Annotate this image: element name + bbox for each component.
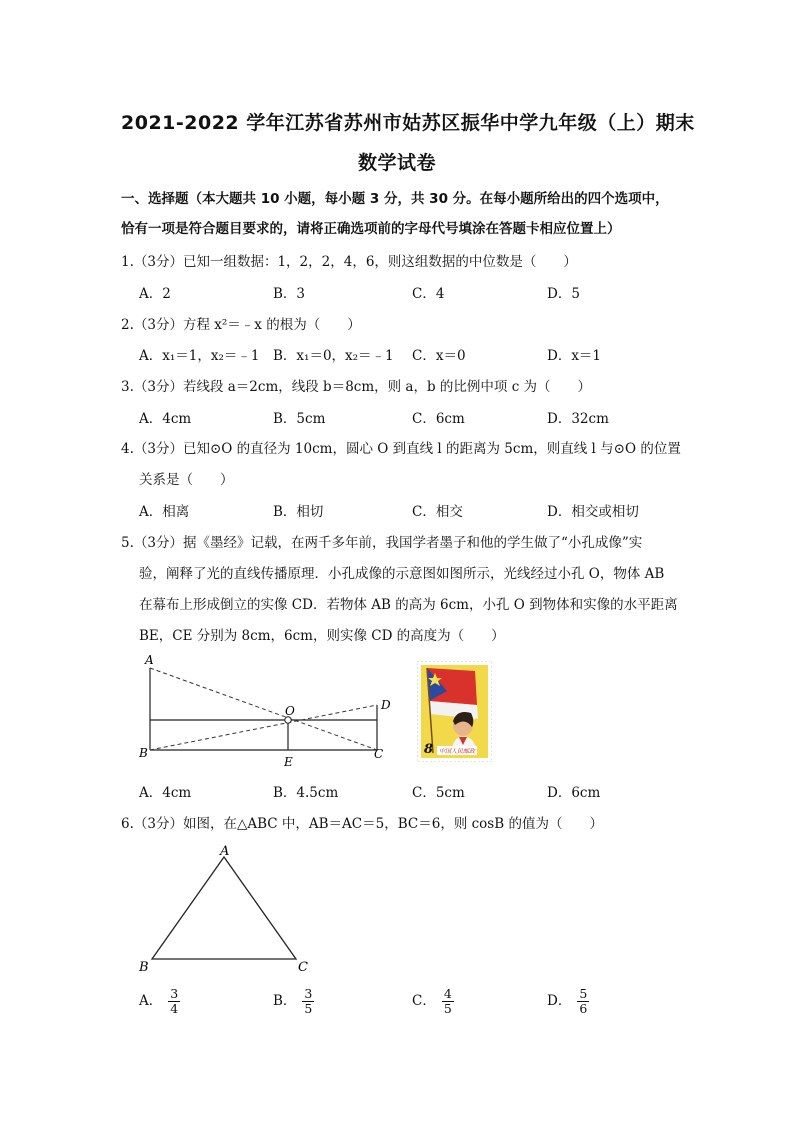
question-1-option-b: B．3 bbox=[273, 286, 306, 302]
option-a-letter: A． bbox=[139, 993, 163, 1009]
question-4-option-d: D．相交或相切 bbox=[547, 504, 639, 520]
question-3-option-a: A．4cm bbox=[139, 411, 192, 427]
question-5-stem-line4: BE，CE 分别为 8cm，6cm，则实像 CD 的高度为（ ） bbox=[139, 628, 505, 644]
option-b-denominator: 5 bbox=[304, 1001, 313, 1016]
question-6-option-d bbox=[547, 987, 589, 1016]
question-2-option-b: B．x₁＝0，x₂＝﹣1 bbox=[273, 348, 394, 364]
question-5-stem-line1: 5.（3分）据《墨经》记载，在两千多年前，我国学者墨子和他的学生做了“小孔成像”实 bbox=[121, 535, 643, 551]
option-a-numerator: 3 bbox=[170, 986, 179, 1001]
label-d: D bbox=[381, 698, 391, 712]
label-c: C bbox=[374, 747, 384, 761]
option-a-fraction bbox=[168, 987, 180, 1016]
label-e: E bbox=[284, 755, 293, 769]
label-a: A bbox=[220, 844, 230, 859]
question-5-stem-line2: 验，阐释了光的直线传播原理．小孔成像的示意图如图所示，光线经过小孔 O，物体 AB bbox=[139, 566, 665, 582]
option-c-letter: C． bbox=[412, 993, 436, 1009]
option-c-fraction bbox=[442, 987, 454, 1016]
question-4-option-c: C．相交 bbox=[412, 504, 463, 520]
question-2-option-d: D．x＝1 bbox=[547, 348, 602, 364]
stamp-image bbox=[417, 661, 492, 762]
question-4-stem-line1: 4.（3分）已知⊙O 的直径为 10cm，圆心 O 到直线 l 的距离为 5cm，则直线 l 与⊙O 的位置 bbox=[121, 441, 681, 457]
label-b: B bbox=[139, 960, 149, 975]
question-1-option-c: C．4 bbox=[412, 286, 445, 302]
option-c-denominator: 5 bbox=[443, 1001, 452, 1016]
option-a-denominator: 4 bbox=[170, 1001, 179, 1016]
option-c-numerator: 4 bbox=[443, 986, 452, 1001]
question-3-option-d: D．32cm bbox=[547, 411, 609, 427]
question-2-option-c: C．x＝0 bbox=[412, 348, 466, 364]
question-6-option-a bbox=[139, 987, 180, 1016]
exam-title-line1: 2021-2022 学年江苏省苏州市姑苏区振华中学九年级（上）期末 bbox=[121, 112, 695, 134]
question-2-option-a: A．x₁＝1，x₂＝﹣1 bbox=[139, 348, 260, 364]
question-2-stem: 2.（3分）方程 x²＝﹣x 的根为（ ） bbox=[121, 317, 361, 333]
option-d-numerator: 5 bbox=[579, 986, 588, 1001]
question-5-option-c: C．5cm bbox=[412, 785, 465, 801]
question-4-option-a: A．相离 bbox=[139, 504, 190, 520]
option-d-letter: D． bbox=[547, 993, 572, 1009]
option-b-numerator: 3 bbox=[304, 986, 313, 1001]
question-1-option-d: D．5 bbox=[547, 286, 580, 302]
option-d-denominator: 6 bbox=[579, 1001, 588, 1016]
question-5-option-a: A．4cm bbox=[139, 785, 192, 801]
question-1-option-a: A．2 bbox=[139, 286, 171, 302]
ray-a-c bbox=[150, 668, 377, 750]
label-c: C bbox=[298, 960, 308, 975]
question-4-option-b: B．相切 bbox=[273, 504, 324, 520]
label-b: B bbox=[139, 746, 148, 760]
section-heading-line2: 恰有一项是符合题目要求的，请将正确选项前的字母代号填涂在答题卡相应位置上） bbox=[121, 221, 621, 237]
question-3-option-c: C．6cm bbox=[412, 411, 465, 427]
question-6-option-b bbox=[273, 987, 314, 1016]
question-5-option-b: B．4.5cm bbox=[273, 785, 339, 801]
question-1-stem: 1.（3分）已知一组数据：1，2，2，4，6，则这组数据的中位数是（ ） bbox=[121, 254, 577, 270]
triangle-diagram bbox=[134, 841, 324, 976]
exam-title-line2: 数学试卷 bbox=[358, 152, 437, 174]
question-4-stem-line2: 关系是（ ） bbox=[139, 472, 234, 488]
question-5-stem-line3: 在幕布上形成倒立的实像 CD．若物体 AB 的高为 6cm，小孔 O 到物体和实像的水平距离 bbox=[139, 597, 678, 613]
question-3-stem: 3.（3分）若线段 a＝2cm，线段 b＝8cm，则 a，b 的比例中项 c 为（ ） bbox=[121, 379, 592, 395]
label-o: O bbox=[285, 704, 295, 718]
question-3-option-b: B．5cm bbox=[273, 411, 326, 427]
ray-b-d bbox=[150, 705, 377, 750]
triangle-abc bbox=[152, 857, 296, 959]
stamp-caption: 中国人民邮政 bbox=[439, 748, 476, 755]
option-d-fraction bbox=[577, 987, 589, 1016]
stamp-value: 8 bbox=[424, 742, 434, 757]
question-6-stem: 6.（3分）如图，在△ABC 中，AB＝AC＝5，BC＝6，则 cosB 的值为（ ） bbox=[121, 816, 603, 832]
question-6-option-c bbox=[412, 987, 454, 1016]
pinhole-diagram bbox=[135, 652, 395, 770]
option-b-fraction bbox=[302, 987, 314, 1016]
option-b-letter: B． bbox=[273, 993, 297, 1009]
label-a: A bbox=[145, 653, 154, 667]
question-5-option-d: D．6cm bbox=[547, 785, 601, 801]
section-heading-line1: 一、选择题（本大题共 10 小题，每小题 3 分，共 30 分。在每小题所给出的四个选项中， bbox=[121, 191, 669, 207]
